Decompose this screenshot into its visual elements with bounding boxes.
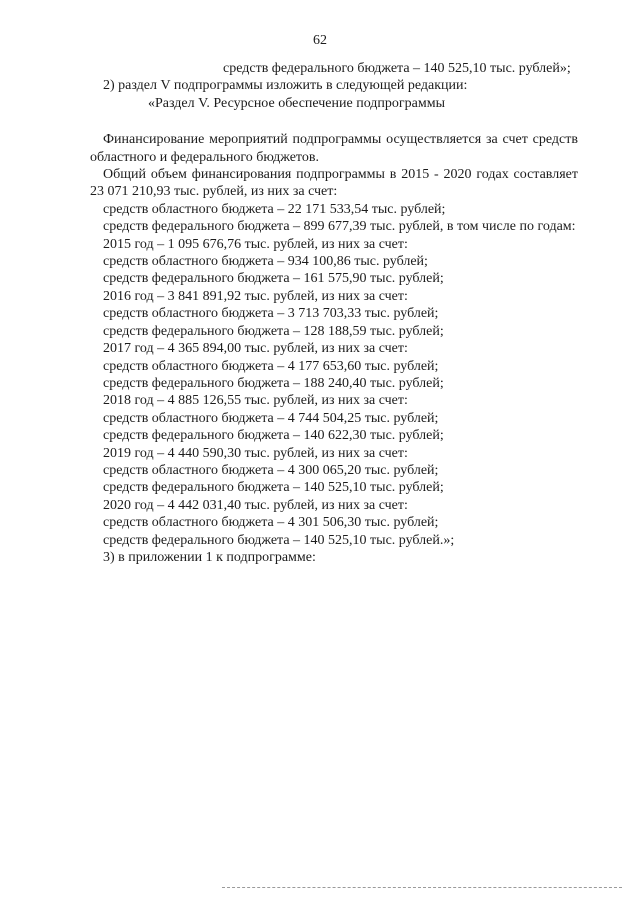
- year-line: 2019 год – 4 440 590,30 тыс. рублей, из них за счет:: [103, 445, 408, 461]
- spacer: [90, 112, 578, 131]
- paragraph: средств областного бюджета – 4 301 506,30 тыс. рублей;: [103, 515, 439, 531]
- paragraph: средств федерального бюджета – 128 188,59 тыс. рублей;: [103, 323, 444, 339]
- section-heading: «Раздел V. Ресурсное обеспечение подпрограммы: [148, 95, 446, 111]
- page-number: 62: [313, 33, 327, 48]
- paragraph: Финансирование мероприятий подпрограммы осуществляется за счет средств областного и федерального бюджетов.: [90, 132, 578, 165]
- paragraph: средств областного бюджета – 934 100,86 тыс. рублей;: [103, 254, 428, 270]
- paragraph: средств областного бюджета – 3 713 703,33 тыс. рублей;: [103, 306, 439, 322]
- paragraph: средств федерального бюджета – 899 677,39 тыс. рублей, в том числе по годам:: [103, 219, 576, 235]
- paragraph: средств областного бюджета – 22 171 533,54 тыс. рублей;: [103, 201, 446, 217]
- year-line: 2017 год – 4 365 894,00 тыс. рублей, из них за счет:: [103, 341, 408, 357]
- year-line: 2018 год – 4 885 126,55 тыс. рублей, из них за счет:: [103, 393, 408, 409]
- year-line: 2020 год – 4 442 031,40 тыс. рублей, из них за счет:: [103, 497, 408, 513]
- paragraph: средств федерального бюджета – 188 240,40 тыс. рублей;: [103, 375, 444, 391]
- paragraph: средств областного бюджета – 4 744 504,25 тыс. рублей;: [103, 410, 439, 426]
- paragraph: Общий объем финансирования подпрограммы в 2015 - 2020 годах составляет 23 071 210,93 тыс. рублей, из них за счет:: [90, 167, 578, 200]
- paragraph: средств федерального бюджета – 161 575,90 тыс. рублей;: [103, 271, 444, 287]
- paragraph: средств федерального бюджета – 140 622,30 тыс. рублей;: [103, 428, 444, 444]
- year-line: 2015 год – 1 095 676,76 тыс. рублей, из них за счет:: [103, 236, 408, 252]
- paragraph: средств федерального бюджета – 140 525,10 тыс. рублей;: [103, 480, 444, 496]
- paragraph: 2) раздел V подпрограммы изложить в следующей редакции:: [103, 78, 468, 94]
- document-body: [90, 60, 578, 566]
- paragraph: средств областного бюджета – 4 177 653,60 тыс. рублей;: [103, 358, 439, 374]
- continued-line: средств федерального бюджета – 140 525,10 тыс. рублей»;: [223, 61, 571, 76]
- paragraph: 3) в приложении 1 к подпрограмме:: [103, 549, 316, 565]
- paragraph: средств областного бюджета – 4 300 065,20 тыс. рублей;: [103, 462, 439, 478]
- footer-divider: [222, 887, 622, 888]
- year-line: 2016 год – 3 841 891,92 тыс. рублей, из них за счет:: [103, 288, 408, 304]
- paragraph: средств федерального бюджета – 140 525,10 тыс. рублей.»;: [103, 532, 455, 548]
